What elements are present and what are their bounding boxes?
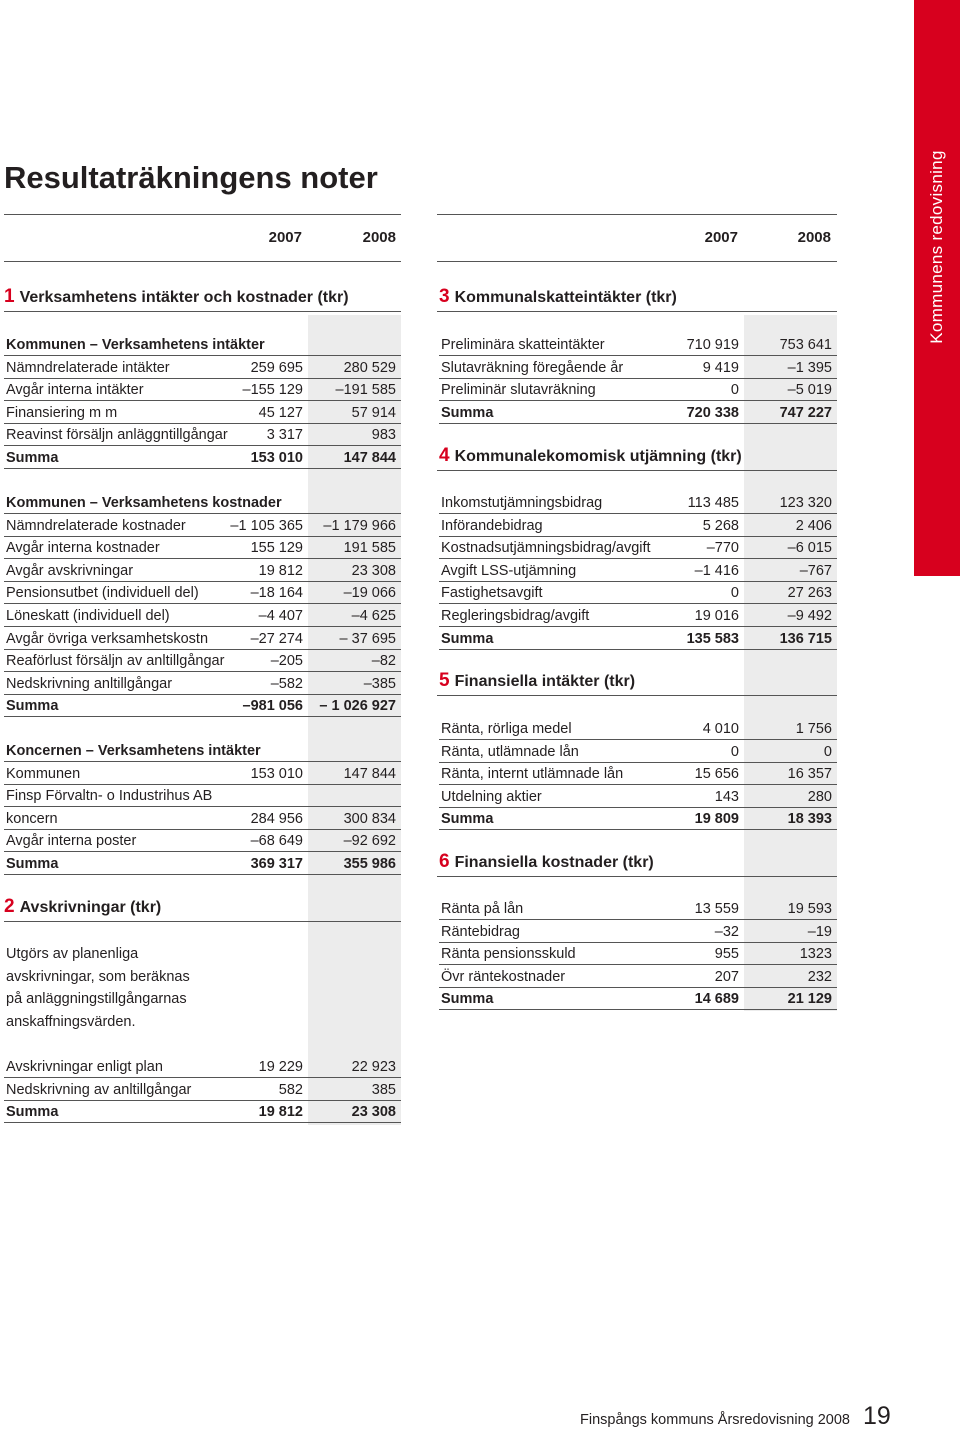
row-label: Löneskatt (individuell del) — [6, 608, 170, 624]
row-label: Avgår interna kostnader — [6, 540, 160, 557]
sum-row — [441, 988, 837, 1010]
value-2008: –4 625 — [351, 608, 396, 624]
row-label: koncern — [6, 810, 58, 827]
sum-row — [441, 402, 837, 424]
divider — [437, 470, 837, 471]
value-2008: 57 914 — [351, 404, 396, 421]
group-title — [6, 334, 401, 356]
row-label: Avgår avskrivningar — [6, 562, 134, 579]
value-2008: –191 585 — [335, 382, 396, 399]
value-2008: 147 844 — [343, 450, 396, 466]
value-2007: –582 — [270, 675, 303, 692]
row-label: Nämndrelaterade intäkter — [6, 359, 170, 376]
value-2008: –1 179 966 — [323, 517, 396, 534]
note-title: Avskrivningar (tkr) — [19, 899, 162, 916]
value-2007: 45 127 — [258, 404, 303, 421]
row-label: Summa — [6, 856, 59, 872]
table-row — [6, 515, 401, 537]
table-row — [6, 763, 401, 785]
value-2007: 710 919 — [686, 337, 739, 353]
row-label: Kommunen – Verksamhetens kostnader — [6, 495, 282, 511]
value-2007: 0 — [730, 743, 739, 760]
group-title — [6, 492, 401, 514]
value-2007: 19 812 — [258, 1104, 303, 1121]
page-title: Resultaträkningens noter — [4, 160, 378, 195]
value-2007: –205 — [270, 653, 303, 670]
value-2007: –981 056 — [242, 698, 303, 715]
value-2007: 9 419 — [702, 359, 739, 376]
value-2008: – 37 695 — [339, 630, 396, 647]
table-row — [6, 357, 401, 379]
table-row — [441, 582, 837, 604]
value-2007: –4 407 — [258, 608, 303, 624]
table-row — [6, 424, 401, 446]
divider — [4, 468, 401, 469]
divider — [4, 874, 401, 875]
table-row — [441, 379, 837, 401]
note-text-line — [6, 966, 401, 988]
sum-row — [441, 808, 837, 830]
note-title: Finansiella intäkter (tkr) — [454, 673, 636, 690]
value-2008: 16 357 — [787, 766, 832, 783]
sum-row — [6, 447, 401, 469]
value-2008: 355 986 — [343, 856, 396, 872]
row-label: Nedskrivning av anltillgångar — [6, 1081, 192, 1098]
table-row — [441, 357, 837, 379]
value-2007: 582 — [278, 1081, 303, 1098]
row-label: Fastighetsavgift — [441, 585, 543, 602]
value-2007: 0 — [730, 585, 739, 602]
table-row — [441, 515, 837, 537]
value-2008: 753 641 — [779, 337, 832, 353]
table-row — [6, 1079, 401, 1101]
value-2008: –82 — [371, 653, 396, 670]
row-label: Avgår interna poster — [6, 833, 137, 850]
value-2007: 19 016 — [694, 608, 739, 624]
value-2007: –32 — [714, 923, 739, 940]
value-2007: 369 317 — [250, 856, 303, 872]
value-2007: 153 010 — [250, 450, 303, 466]
note-title: Finansiella kostnader (tkr) — [454, 854, 654, 871]
row-label: Slutavräkning föregående år — [441, 359, 624, 376]
value-2008: 23 308 — [351, 562, 396, 579]
table-row — [6, 537, 401, 559]
value-2008: 147 844 — [343, 765, 396, 782]
row-label: Utdelning aktier — [441, 788, 542, 805]
table-row — [6, 402, 401, 424]
value-2007: 143 — [714, 788, 739, 805]
value-2008: 747 227 — [779, 404, 832, 421]
divider — [437, 214, 837, 215]
divider — [4, 261, 401, 262]
value-2008: – 1 026 927 — [319, 698, 396, 715]
divider — [4, 311, 401, 312]
value-2007: 14 689 — [694, 991, 739, 1008]
value-2008: –92 692 — [343, 833, 396, 850]
value-2007: 0 — [730, 382, 739, 399]
row-label: Finansiering m m — [6, 404, 118, 421]
year-2007-header: 2007 — [704, 229, 738, 246]
table-row — [6, 560, 401, 582]
divider — [439, 829, 837, 830]
table-row — [441, 943, 837, 965]
row-label: Nämndrelaterade kostnader — [6, 517, 186, 534]
row-label: Ränta, rörliga medel — [441, 721, 572, 737]
table-row — [6, 808, 401, 830]
note-title: Kommunalekomomisk utjämning (tkr) — [454, 448, 742, 465]
table-row — [6, 605, 401, 627]
row-label: Utgörs av planenliga — [6, 946, 139, 962]
table-row — [6, 673, 401, 695]
value-2008: 983 — [371, 427, 396, 444]
value-2008: –19 066 — [343, 585, 396, 602]
row-label: Preliminära skatteintäkter — [441, 337, 605, 353]
value-2008: 191 585 — [343, 540, 396, 557]
value-2008: 21 129 — [787, 991, 832, 1008]
note-number: 6 — [439, 851, 450, 872]
row-label: Reaförlust försäljn av anltillgångar — [6, 653, 225, 670]
value-2008: –767 — [799, 562, 832, 579]
note-number: 3 — [439, 286, 450, 307]
row-label: Finsp Förvaltn- o Industrihus AB — [6, 788, 213, 805]
row-label: Avskrivningar enligt plan — [6, 1059, 163, 1075]
value-2008: 232 — [807, 968, 832, 985]
row-label: Reavinst försäljn anläggntillgångar — [6, 427, 228, 444]
row-label: Ränta pensionsskuld — [441, 946, 576, 963]
row-label: Pensionsutbet (individuell del) — [6, 585, 199, 602]
value-2008: 280 529 — [343, 359, 396, 376]
value-2007: 3 317 — [266, 427, 303, 444]
value-2007: 113 485 — [687, 495, 739, 511]
note-5-heading — [439, 670, 635, 693]
row-label: Koncernen – Verksamhetens intäkter — [6, 743, 261, 759]
divider — [4, 1122, 401, 1123]
value-2008: 280 — [807, 788, 832, 805]
row-label: Kostnadsutjämningsbidrag/avgift — [441, 540, 651, 557]
divider — [437, 311, 837, 312]
value-2007: 15 656 — [694, 766, 739, 783]
value-2008: –5 019 — [787, 382, 832, 399]
note-3-heading — [439, 286, 677, 309]
value-2007: 155 129 — [250, 540, 303, 557]
value-2007: –1 105 365 — [230, 517, 303, 534]
value-2008: 18 393 — [787, 811, 832, 828]
table-row — [6, 628, 401, 650]
row-label: Preliminär slutavräkning — [441, 382, 596, 399]
divider — [437, 876, 837, 877]
value-2007: 135 583 — [686, 630, 739, 647]
table-row — [6, 830, 401, 852]
divider — [439, 1009, 837, 1010]
value-2007: 284 956 — [250, 810, 303, 827]
note-text-line — [6, 988, 401, 1010]
sum-row — [6, 853, 401, 875]
divider — [4, 716, 401, 717]
value-2007: 720 338 — [686, 404, 739, 421]
value-2008: 300 834 — [343, 810, 396, 827]
note-4-heading — [439, 445, 742, 468]
row-label: Inkomstutjämningsbidrag — [441, 495, 603, 511]
note-text-line — [6, 1011, 401, 1033]
table-row — [441, 898, 837, 920]
value-2007: –27 274 — [250, 630, 303, 647]
year-2007-header: 2007 — [268, 229, 302, 246]
row-label: Summa — [6, 450, 59, 466]
sum-row — [6, 1101, 401, 1123]
note-number: 5 — [439, 670, 450, 691]
value-2007: 19 809 — [694, 811, 739, 828]
value-2007: 955 — [714, 946, 739, 963]
table-row — [6, 650, 401, 672]
row-label: Summa — [6, 698, 59, 715]
table-row — [441, 537, 837, 559]
value-2007: –1 416 — [694, 562, 739, 579]
value-2008: 19 593 — [787, 901, 832, 917]
table-row — [441, 334, 837, 356]
value-2007: –68 649 — [250, 833, 303, 850]
row-label: Avgår interna intäkter — [6, 382, 144, 399]
value-2008: –19 — [807, 923, 832, 940]
row-label: Regleringsbidrag/avgift — [441, 608, 590, 624]
row-label: Ränta, utlämnade lån — [441, 743, 579, 760]
table-row — [6, 1056, 401, 1078]
row-label: Ränta på lån — [441, 901, 524, 917]
table-row — [441, 560, 837, 582]
divider — [4, 921, 401, 922]
value-2007: 13 559 — [694, 901, 739, 917]
note-title: Verksamhetens intäkter och kostnader (tkr) — [19, 289, 349, 306]
table-row — [6, 379, 401, 401]
row-label: Summa — [6, 1104, 59, 1121]
note-number: 4 — [439, 445, 450, 466]
value-2007: 5 268 — [702, 517, 739, 534]
table-row — [441, 718, 837, 740]
table-row — [441, 605, 837, 627]
row-label: Avgift LSS-utjämning — [441, 562, 577, 579]
value-2007: 19 812 — [258, 562, 303, 579]
value-2008: 23 308 — [351, 1104, 396, 1121]
value-2008: 22 923 — [351, 1059, 396, 1075]
table-row — [6, 785, 401, 807]
divider — [4, 214, 401, 215]
row-label: Kommunen – Verksamhetens intäkter — [6, 337, 265, 353]
value-2008: –385 — [363, 675, 396, 692]
row-label: Summa — [441, 811, 494, 828]
divider — [437, 261, 837, 262]
table-row — [6, 582, 401, 604]
value-2007: –18 164 — [250, 585, 303, 602]
value-2008: –9 492 — [787, 608, 832, 624]
row-label: avskrivningar, som beräknas — [6, 968, 190, 985]
value-2008: 0 — [823, 743, 832, 760]
value-2007: –155 129 — [242, 382, 303, 399]
value-2007: 4 010 — [702, 721, 739, 737]
row-label: Summa — [441, 991, 494, 1008]
row-label: Införandebidrag — [441, 517, 543, 534]
value-2008: 1323 — [799, 946, 832, 963]
row-label: Räntebidrag — [441, 923, 520, 940]
page-number: 19 — [863, 1402, 891, 1430]
row-label: på anläggningstillgångarnas — [6, 991, 187, 1008]
divider — [439, 649, 837, 650]
row-label: Summa — [441, 630, 494, 647]
sum-row — [6, 695, 401, 717]
row-label: Nedskrivning anltillgångar — [6, 675, 173, 692]
value-2007: –770 — [706, 540, 739, 557]
value-2008: 385 — [371, 1081, 396, 1098]
value-2008: 136 715 — [779, 630, 832, 647]
note-text-line — [6, 943, 401, 965]
table-row — [441, 741, 837, 763]
table-row — [441, 763, 837, 785]
divider — [437, 695, 837, 696]
table-row — [441, 966, 837, 988]
value-2008: –1 395 — [787, 359, 832, 376]
value-2007: 153 010 — [250, 765, 303, 782]
side-tab-label: Kommunens redovisning — [927, 150, 946, 344]
note-6-heading — [439, 851, 654, 874]
sum-row — [441, 628, 837, 650]
value-2008: 1 756 — [795, 721, 832, 737]
value-2008: 2 406 — [795, 517, 832, 534]
year-2008-header: 2008 — [797, 229, 831, 246]
row-label: Avgår övriga verksamhetskostn — [6, 630, 209, 647]
row-label: Kommunen — [6, 765, 81, 782]
row-label: Ränta, internt utlämnade lån — [441, 766, 624, 783]
note-title: Kommunalskatteintäkter (tkr) — [454, 289, 677, 306]
divider — [439, 423, 837, 424]
publication-name: Finspångs kommuns Årsredovisning 2008 — [580, 1412, 850, 1428]
note-number: 1 — [4, 286, 15, 307]
row-label: anskaffningsvärden. — [6, 1013, 136, 1030]
table-row — [441, 492, 837, 514]
value-2007: 207 — [714, 968, 739, 985]
note-2-heading — [4, 896, 161, 919]
section-side-tab — [914, 0, 960, 576]
group-title — [6, 740, 401, 762]
note-1-heading — [4, 286, 349, 309]
table-row — [441, 786, 837, 808]
value-2007: 19 229 — [258, 1059, 303, 1075]
year-2008-header: 2008 — [362, 229, 396, 246]
value-2007: 259 695 — [250, 359, 303, 376]
value-2008: 27 263 — [787, 585, 832, 602]
table-row — [441, 921, 837, 943]
row-label: Övr räntekostnader — [441, 968, 566, 985]
value-2008: 123 320 — [779, 495, 832, 511]
row-label: Summa — [441, 404, 494, 421]
value-2008: –6 015 — [787, 540, 832, 557]
note-number: 2 — [4, 896, 15, 917]
